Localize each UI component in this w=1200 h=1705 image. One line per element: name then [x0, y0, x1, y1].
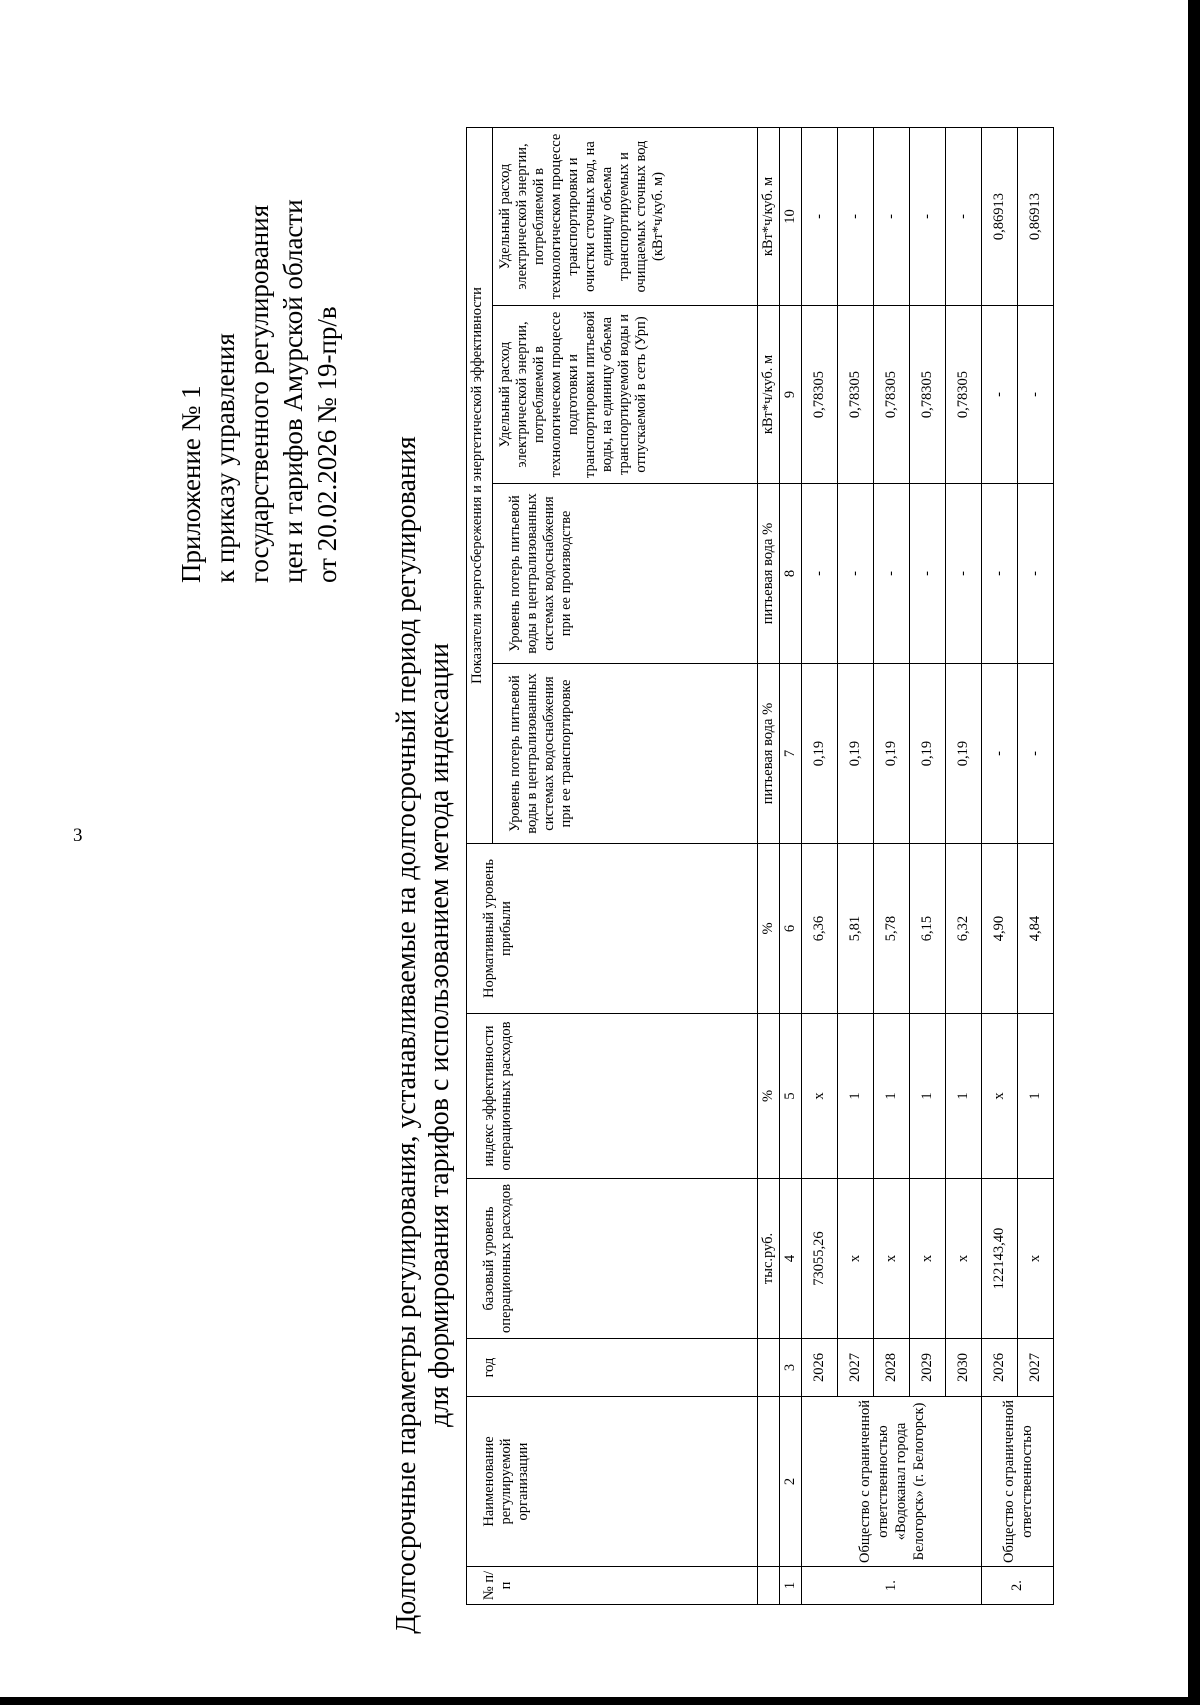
energy-water-cell: 0,78305: [838, 306, 874, 484]
col-number: 5: [780, 1014, 802, 1179]
column-number-row: [780, 128, 802, 1605]
loss-production-cell: -: [874, 484, 910, 664]
energy-water-cell: -: [1018, 306, 1054, 484]
base-opex-cell: х: [874, 1179, 910, 1339]
eff-index-cell: 1: [1018, 1014, 1054, 1179]
unit-cell: тыс.руб.: [758, 1179, 780, 1339]
energy-sewage-cell: -: [838, 128, 874, 306]
approval-block: [174, 23, 344, 583]
energy-sewage-cell: -: [802, 128, 838, 306]
unit-cell: кВт*ч/куб. м: [758, 306, 780, 484]
year-cell: 2027: [1018, 1339, 1054, 1397]
loss-transport-cell: 0,19: [946, 664, 982, 844]
year-cell: 2029: [910, 1339, 946, 1397]
loss-transport-cell: -: [1018, 664, 1054, 844]
col-number: 10: [780, 128, 802, 306]
unit-cell: [758, 1339, 780, 1397]
org-number: 2.: [982, 1567, 1054, 1605]
approval-line-4: цен и тарифов Амурской области: [278, 199, 308, 583]
col-number: 1: [780, 1567, 802, 1605]
table-row: [874, 128, 910, 1605]
unit-cell: питьевая вода %: [758, 664, 780, 844]
base-opex-cell: 122143,40: [982, 1179, 1018, 1339]
eff-index-cell: 1: [910, 1014, 946, 1179]
document-title: [390, 365, 456, 1705]
profit-cell: 4,90: [982, 844, 1018, 1014]
col-number: 9: [780, 306, 802, 484]
table-row: [838, 128, 874, 1605]
profit-cell: 4,84: [1018, 844, 1054, 1014]
loss-transport-cell: 0,19: [874, 664, 910, 844]
col-number: 6: [780, 844, 802, 1014]
loss-production-cell: -: [910, 484, 946, 664]
profit-cell: 6,32: [946, 844, 982, 1014]
approval-line-5: от 20.02.2026 № 19-пр/в: [312, 306, 342, 583]
eff-index-cell: 1: [838, 1014, 874, 1179]
loss-production-cell: -: [982, 484, 1018, 664]
base-opex-cell: х: [910, 1179, 946, 1339]
energy-sewage-cell: 0,86913: [982, 128, 1018, 306]
base-opex-cell: 73055,26: [802, 1179, 838, 1339]
loss-production-cell: -: [838, 484, 874, 664]
org-name: Общество с ограниченной ответственностью «Водоканал города Белогорск» (г. Белогорск): [802, 1397, 982, 1567]
energy-water-cell: 0,78305: [946, 306, 982, 484]
header-base-opex: базовый уровень операционных расходов: [467, 1179, 758, 1339]
unit-cell: [758, 1397, 780, 1567]
table-row: [802, 128, 838, 1605]
approval-line-3: государственного регулирования: [244, 204, 274, 583]
col-number: 4: [780, 1179, 802, 1339]
header-loss-production: Уровень потерь питьевой воды в централизованных системах водоснабжения при ее производстве: [493, 484, 758, 664]
energy-sewage-cell: -: [874, 128, 910, 306]
year-cell: 2028: [874, 1339, 910, 1397]
unit-cell: кВт*ч/куб. м: [758, 128, 780, 306]
profit-cell: 5,78: [874, 844, 910, 1014]
scan-edge-bottom: [0, 1697, 1200, 1705]
table-row: [910, 128, 946, 1605]
approval-line-2: к приказу управления: [210, 333, 240, 583]
profit-cell: 6,36: [802, 844, 838, 1014]
header-profit: Нормативный уровень прибыли: [467, 844, 758, 1014]
profit-cell: 6,15: [910, 844, 946, 1014]
title-line-2: для формирования тарифов с использованием метода индексации: [424, 642, 455, 1428]
header-num: № п/п: [467, 1567, 758, 1605]
unit-cell: %: [758, 844, 780, 1014]
loss-production-cell: -: [1018, 484, 1054, 664]
energy-water-cell: 0,78305: [802, 306, 838, 484]
energy-water-cell: 0,78305: [874, 306, 910, 484]
energy-water-cell: 0,78305: [910, 306, 946, 484]
org-name: Общество с ограниченной ответственностью: [982, 1397, 1054, 1567]
header-eff-index: индекс эффективности операционных расходов: [467, 1014, 758, 1179]
loss-production-cell: -: [946, 484, 982, 664]
year-cell: 2027: [838, 1339, 874, 1397]
title-line-1: Долгосрочные параметры регулирования, устанавливаемые на долгосрочный период регулирования: [391, 436, 422, 1634]
eff-index-cell: 1: [874, 1014, 910, 1179]
base-opex-cell: х: [838, 1179, 874, 1339]
energy-sewage-cell: 0,86913: [1018, 128, 1054, 306]
loss-transport-cell: -: [982, 664, 1018, 844]
col-number: 3: [780, 1339, 802, 1397]
org-number: 1.: [802, 1567, 982, 1605]
unit-cell: [758, 1567, 780, 1605]
header-loss-transport: Уровень потерь питьевой воды в централизованных системах водоснабжения при ее транспортировке: [493, 664, 758, 844]
col-number: 2: [780, 1397, 802, 1567]
loss-transport-cell: 0,19: [838, 664, 874, 844]
header-org: Наименование регулируемой организации: [467, 1397, 758, 1567]
year-cell: 2026: [982, 1339, 1018, 1397]
loss-production-cell: -: [802, 484, 838, 664]
scan-edge-right: [1188, 0, 1200, 1705]
loss-transport-cell: 0,19: [910, 664, 946, 844]
loss-transport-cell: 0,19: [802, 664, 838, 844]
header-energy-group: Показатели энергосбережения и энергетической эффективности: [467, 128, 493, 844]
unit-cell: питьевая вода %: [758, 484, 780, 664]
col-number: 8: [780, 484, 802, 664]
parameters-table: [466, 127, 1054, 1605]
energy-water-cell: -: [982, 306, 1018, 484]
table-row: [1018, 128, 1054, 1605]
eff-index-cell: 1: [946, 1014, 982, 1179]
header-year: год: [467, 1339, 758, 1397]
eff-index-cell: х: [802, 1014, 838, 1179]
base-opex-cell: х: [1018, 1179, 1054, 1339]
page-number: 3: [73, 825, 83, 846]
profit-cell: 5,81: [838, 844, 874, 1014]
units-row: [758, 128, 780, 1605]
year-cell: 2030: [946, 1339, 982, 1397]
col-number: 7: [780, 664, 802, 844]
unit-cell: %: [758, 1014, 780, 1179]
energy-sewage-cell: -: [946, 128, 982, 306]
header-energy-water: Удельный расход электрической энергии, потребляемой в технологическом процессе подготовки и транспортировки питьевой воды, на единицу объема транспортируемой воды и отпускаемой в сеть (Урп): [493, 306, 758, 484]
year-cell: 2026: [802, 1339, 838, 1397]
approval-line-1: Приложение № 1: [176, 385, 206, 583]
table-row: [946, 128, 982, 1605]
energy-sewage-cell: -: [910, 128, 946, 306]
base-opex-cell: х: [946, 1179, 982, 1339]
table-row: [982, 128, 1018, 1605]
eff-index-cell: х: [982, 1014, 1018, 1179]
header-energy-sewage: Удельный расход электрической энергии, потребляемой в технологическом процессе транспортировки и очистки сточных вод, на единицу объема транспортируемых и очищаемых сточных вод (кВт*ч/куб. м): [493, 128, 758, 306]
